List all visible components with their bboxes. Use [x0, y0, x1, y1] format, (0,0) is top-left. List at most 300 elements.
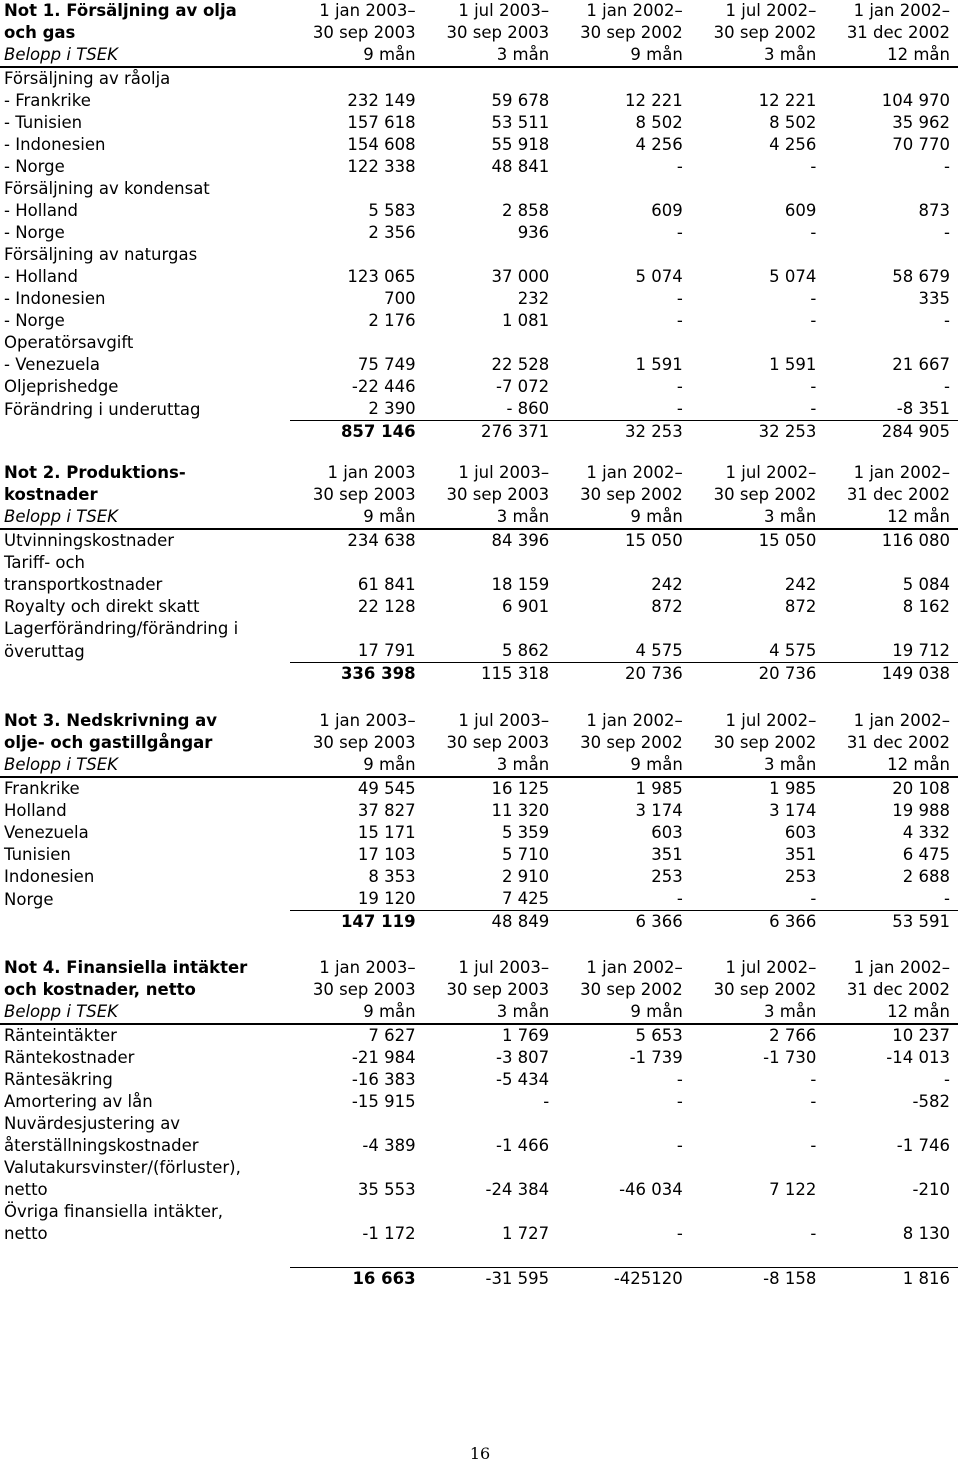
cell-value: 872 — [651, 597, 683, 616]
row-label: - Norge — [4, 311, 65, 330]
cell-value: - — [810, 311, 817, 330]
cell-value: 2 910 — [501, 867, 550, 886]
row-label: netto — [4, 1224, 48, 1243]
row-label: Försäljning av kondensat — [4, 179, 210, 198]
table-row — [0, 310, 958, 332]
row-label: återställningskostnader — [4, 1136, 199, 1155]
row-label: - Norge — [4, 223, 65, 242]
cell-value — [824, 244, 958, 266]
period-header: 12 mån — [824, 506, 958, 529]
period-header: 1 jul 2003– — [458, 711, 550, 730]
row-label: transportkostnader — [4, 575, 163, 594]
row-label: Royalty och direkt skatt — [4, 597, 200, 616]
row-label: Försäljning av naturgas — [4, 245, 198, 264]
period-header: 30 sep 2002 — [713, 485, 817, 504]
row-label: Tariff- och — [4, 553, 86, 572]
page-number: 16 — [469, 1444, 491, 1463]
note-1-sales — [0, 0, 960, 443]
period-header: 3 mån — [691, 506, 825, 529]
cell-value: - — [944, 889, 950, 908]
table-row — [0, 1179, 958, 1201]
cell-value: 7 122 — [769, 1180, 817, 1199]
period-header: 1 jan 2003– — [319, 1, 416, 20]
total-row — [0, 663, 958, 686]
cell-value: 48 841 — [491, 157, 550, 176]
note-title: kostnader — [4, 485, 98, 504]
period-header: 30 sep 2003 — [312, 733, 416, 752]
table-row — [0, 800, 958, 822]
cell-value: 123 065 — [347, 267, 416, 286]
table-row — [0, 90, 958, 112]
cell-value — [557, 552, 691, 574]
table-row — [0, 574, 958, 596]
cell-value: 7 627 — [368, 1026, 416, 1045]
cell-value — [824, 552, 958, 574]
cell-value — [824, 67, 958, 90]
row-label: Holland — [4, 801, 67, 820]
cell-value — [290, 1113, 424, 1135]
total-value: 336 398 — [290, 663, 424, 686]
cell-value — [424, 552, 558, 574]
total-value: 284 905 — [824, 421, 958, 444]
cell-value — [557, 67, 691, 90]
table-row — [0, 134, 958, 156]
period-header: 1 jul 2002– — [725, 958, 817, 977]
cell-value — [557, 1157, 691, 1179]
cell-value: 4 575 — [769, 641, 817, 660]
period-header: 30 sep 2003 — [312, 980, 416, 999]
row-label: Norge — [4, 889, 54, 909]
note-table — [0, 957, 958, 1290]
cell-value: -1 739 — [629, 1048, 683, 1067]
row-label: - Indonesien — [4, 289, 106, 308]
table-row — [0, 822, 958, 844]
cell-value — [691, 178, 825, 200]
row-label: Oljeprishedge — [4, 377, 119, 396]
cell-value: - — [810, 889, 817, 908]
row-label: Operatörsavgift — [4, 333, 134, 352]
cell-value: 22 528 — [491, 355, 550, 374]
period-header: 30 sep 2003 — [312, 485, 416, 504]
cell-value — [691, 1113, 825, 1135]
row-label: Frankrike — [4, 779, 80, 798]
cell-value — [824, 618, 958, 640]
period-header: 31 dec 2002 — [846, 23, 950, 42]
period-header: 3 mån — [691, 44, 825, 67]
row-label: - Frankrike — [4, 91, 91, 110]
cell-value: -14 013 — [886, 1048, 950, 1067]
row-label: netto — [4, 1180, 48, 1199]
header-row — [0, 732, 958, 754]
cell-value: 7 425 — [501, 889, 550, 908]
header-row — [0, 1001, 958, 1024]
row-label: Räntekostnader — [4, 1048, 135, 1067]
cell-value: - — [676, 1092, 683, 1111]
cell-value: -1 730 — [763, 1048, 817, 1067]
cell-value — [691, 1201, 825, 1223]
cell-value: 154 608 — [347, 135, 416, 154]
table-row — [0, 618, 958, 640]
cell-value: 104 970 — [881, 91, 950, 110]
note-title: Not 3. Nedskrivning av — [4, 711, 218, 730]
cell-value: 12 221 — [625, 91, 683, 110]
cell-value: 5 074 — [635, 267, 683, 286]
cell-value: 18 159 — [491, 575, 550, 594]
table-row — [0, 266, 958, 288]
header-row — [0, 484, 958, 506]
cell-value: - — [944, 311, 950, 330]
row-label: Utvinningskostnader — [4, 531, 175, 550]
cell-value: - — [676, 889, 683, 908]
period-header: 30 sep 2002 — [713, 733, 817, 752]
row-label: - Holland — [4, 201, 78, 220]
cell-value: -22 446 — [351, 377, 416, 396]
header-row — [0, 22, 958, 44]
row-label: Tunisien — [4, 845, 71, 864]
total-value: 857 146 — [290, 421, 424, 444]
note-4-financial-items — [0, 957, 960, 1290]
cell-value: 1 769 — [501, 1026, 550, 1045]
period-header: 9 mån — [290, 506, 424, 529]
cell-value — [424, 178, 558, 200]
header-row — [0, 979, 958, 1001]
header-row — [0, 710, 958, 732]
cell-value: 234 638 — [347, 531, 416, 550]
cell-value — [691, 1245, 825, 1268]
table-row — [0, 777, 958, 800]
cell-value: 84 396 — [491, 531, 550, 550]
cell-value: -15 915 — [351, 1092, 416, 1111]
cell-value: 5 359 — [501, 823, 550, 842]
cell-value: 253 — [651, 867, 683, 886]
period-header: 1 jan 2002– — [586, 1, 683, 20]
period-header: 1 jan 2002– — [586, 463, 683, 482]
table-row — [0, 398, 958, 421]
cell-value — [424, 1201, 558, 1223]
cell-value: 2 356 — [368, 223, 416, 242]
period-header: 30 sep 2003 — [446, 23, 550, 42]
cell-value — [824, 178, 958, 200]
cell-value: 58 679 — [892, 267, 950, 286]
table-row — [0, 1223, 958, 1245]
cell-value: 55 918 — [491, 135, 550, 154]
total-value: 276 371 — [424, 421, 558, 444]
cell-value: -5 434 — [495, 1070, 550, 1089]
period-header: 1 jul 2003– — [458, 1, 550, 20]
total-value: 16 663 — [290, 1268, 424, 1291]
cell-value: - — [810, 1070, 817, 1089]
period-header: 31 dec 2002 — [846, 980, 950, 999]
cell-value: 15 050 — [625, 531, 683, 550]
unit-label: Belopp i TSEK — [0, 44, 290, 67]
period-header: 30 sep 2003 — [446, 980, 550, 999]
cell-value: 5 084 — [902, 575, 950, 594]
cell-value: 8 130 — [902, 1224, 950, 1243]
table-row — [0, 1047, 958, 1069]
cell-value: 4 332 — [902, 823, 950, 842]
table-row — [0, 844, 958, 866]
table-row — [0, 552, 958, 574]
cell-value: 242 — [651, 575, 683, 594]
cell-value: -16 383 — [351, 1070, 416, 1089]
note-title: Not 4. Finansiella intäkter — [4, 958, 248, 977]
cell-value: - — [944, 157, 950, 176]
cell-value: 4 575 — [635, 641, 683, 660]
cell-value: 603 — [784, 823, 817, 842]
header-row — [0, 754, 958, 777]
cell-value: 157 618 — [347, 113, 416, 132]
cell-value: 1 591 — [769, 355, 817, 374]
table-row — [0, 178, 958, 200]
cell-value: 335 — [918, 289, 950, 308]
row-label: - Norge — [4, 157, 65, 176]
cell-value: 12 221 — [758, 91, 817, 110]
cell-value: 253 — [784, 867, 817, 886]
cell-value: 5 074 — [769, 267, 817, 286]
header-row — [0, 506, 958, 529]
period-header: 1 jan 2002– — [853, 711, 950, 730]
cell-value: 15 050 — [758, 531, 817, 550]
row-label: - Holland — [4, 267, 78, 286]
cell-value — [691, 618, 825, 640]
cell-value: 70 770 — [892, 135, 950, 154]
period-header: 3 mån — [424, 1001, 558, 1024]
period-header: 12 mån — [824, 754, 958, 777]
total-label-empty — [0, 911, 290, 934]
period-header: 3 mån — [424, 754, 558, 777]
period-header: 1 jul 2003– — [458, 463, 550, 482]
cell-value: 49 545 — [357, 779, 416, 798]
row-label: Nuvärdesjustering av — [4, 1114, 181, 1133]
cell-value: 2 688 — [902, 867, 950, 886]
cell-value: 3 174 — [769, 801, 817, 820]
period-header: 9 mån — [557, 1001, 691, 1024]
cell-value: 16 125 — [491, 779, 550, 798]
cell-value: 2 390 — [368, 399, 416, 418]
period-header: 3 mån — [424, 506, 558, 529]
row-label: överuttag — [4, 641, 85, 661]
cell-value: - — [944, 1070, 950, 1089]
header-row — [0, 0, 958, 22]
cell-value: 122 338 — [347, 157, 416, 176]
total-value: -425120 — [557, 1268, 691, 1291]
period-header: 30 sep 2003 — [312, 23, 416, 42]
row-label: Valutakursvinster/(förluster), — [4, 1158, 241, 1177]
cell-value — [557, 1201, 691, 1223]
cell-value — [424, 1157, 558, 1179]
cell-value: 3 174 — [635, 801, 683, 820]
total-label-empty — [0, 663, 290, 686]
note-title: Not 1. Försäljning av olja — [4, 1, 237, 20]
period-header: 30 sep 2002 — [580, 23, 683, 42]
cell-value: -210 — [912, 1180, 950, 1199]
cell-value: 5 653 — [635, 1026, 683, 1045]
cell-value: 59 678 — [491, 91, 550, 110]
cell-value — [290, 178, 424, 200]
period-header: 1 jan 2003– — [319, 958, 416, 977]
cell-value — [290, 67, 424, 90]
cell-value: 872 — [784, 597, 817, 616]
cell-value: 10 237 — [892, 1026, 950, 1045]
period-header: 30 sep 2002 — [580, 980, 683, 999]
table-row — [0, 244, 958, 266]
cell-value: 8 353 — [368, 867, 416, 886]
cell-value: 232 — [517, 289, 550, 308]
cell-value — [557, 1245, 691, 1268]
cell-value: 609 — [651, 201, 683, 220]
cell-value: -4 389 — [362, 1136, 416, 1155]
period-header: 9 mån — [557, 754, 691, 777]
total-value: -8 158 — [691, 1268, 825, 1291]
row-label: - Venezuela — [4, 355, 100, 374]
cell-value: 17 791 — [357, 641, 416, 660]
total-value: 53 591 — [824, 911, 958, 934]
cell-value: - — [810, 289, 817, 308]
cell-value: - — [810, 1092, 817, 1111]
cell-value: - — [810, 1136, 817, 1155]
total-value: 32 253 — [691, 421, 825, 444]
cell-value: - — [810, 223, 817, 242]
table-row — [0, 640, 958, 663]
total-value: -31 595 — [424, 1268, 558, 1291]
cell-value: -7 072 — [495, 377, 550, 396]
cell-value: 2 858 — [501, 201, 550, 220]
total-value: 6 366 — [557, 911, 691, 934]
unit-label: Belopp i TSEK — [0, 1001, 290, 1024]
period-header: 1 jan 2003 — [327, 463, 416, 482]
cell-value — [290, 1245, 424, 1268]
header-row — [0, 44, 958, 67]
table-row — [0, 1135, 958, 1157]
total-value: 149 038 — [824, 663, 958, 686]
cell-value: - — [676, 1136, 683, 1155]
period-header: 1 jan 2002– — [853, 1, 950, 20]
cell-value: 936 — [517, 223, 550, 242]
cell-value: 19 988 — [892, 801, 950, 820]
cell-value: -1 172 — [362, 1224, 416, 1243]
table-row — [0, 222, 958, 244]
table-row — [0, 288, 958, 310]
table-row — [0, 1091, 958, 1113]
cell-value: 61 841 — [357, 575, 416, 594]
cell-value: 19 712 — [892, 641, 950, 660]
cell-value — [824, 332, 958, 354]
cell-value: - — [944, 377, 950, 396]
cell-value: - 860 — [506, 399, 550, 418]
cell-value — [691, 332, 825, 354]
cell-value: - — [810, 377, 817, 396]
cell-value: 22 128 — [357, 597, 416, 616]
period-header: 9 mån — [290, 1001, 424, 1024]
table-row — [0, 866, 958, 888]
cell-value: 37 827 — [357, 801, 416, 820]
cell-value: 1 081 — [501, 311, 550, 330]
cell-value: - — [944, 223, 950, 242]
cell-value: 6 475 — [902, 845, 950, 864]
period-header: 3 mån — [691, 754, 825, 777]
cell-value: 8 162 — [902, 597, 950, 616]
table-row — [0, 376, 958, 398]
cell-value: 19 120 — [357, 889, 416, 908]
cell-value — [290, 332, 424, 354]
row-label: Venezuela — [4, 823, 89, 842]
period-header: 30 sep 2002 — [713, 980, 817, 999]
cell-value: 15 171 — [357, 823, 416, 842]
cell-value: 351 — [784, 845, 817, 864]
note-3-impairment — [0, 710, 960, 933]
cell-value — [424, 244, 558, 266]
table-row — [0, 1201, 958, 1223]
cell-value — [691, 552, 825, 574]
row-label: Räntesäkring — [4, 1070, 113, 1089]
cell-value: - — [810, 157, 817, 176]
cell-value: 4 256 — [635, 135, 683, 154]
note-title: Not 2. Produktions- — [4, 463, 186, 482]
total-value: 20 736 — [691, 663, 825, 686]
period-header: 30 sep 2002 — [580, 733, 683, 752]
cell-value: 5 710 — [501, 845, 550, 864]
note-2-production-costs — [0, 462, 960, 685]
cell-value: - — [676, 1070, 683, 1089]
row-label: Lagerförändring/förändring i — [4, 619, 239, 638]
cell-value: - — [676, 399, 683, 418]
cell-value — [557, 244, 691, 266]
cell-value: 873 — [918, 201, 950, 220]
note-title: och gas — [4, 23, 76, 42]
cell-value — [424, 67, 558, 90]
cell-value: -3 807 — [495, 1048, 550, 1067]
period-header: 30 sep 2002 — [713, 23, 817, 42]
period-header: 1 jan 2002– — [853, 958, 950, 977]
unit-label: Belopp i TSEK — [0, 754, 290, 777]
cell-value: 1 591 — [635, 355, 683, 374]
table-row — [0, 332, 958, 354]
row-label: Övriga finansiella intäkter, — [4, 1202, 224, 1221]
period-header: 30 sep 2003 — [446, 733, 550, 752]
cell-value — [424, 1245, 558, 1268]
table-row — [0, 1024, 958, 1047]
cell-value: - — [676, 1224, 683, 1243]
cell-value — [290, 1157, 424, 1179]
period-header: 1 jul 2002– — [725, 711, 817, 730]
cell-value: 116 080 — [881, 531, 950, 550]
cell-value: 8 502 — [769, 113, 817, 132]
cell-value — [290, 552, 424, 574]
unit-label: Belopp i TSEK — [0, 506, 290, 529]
table-row — [0, 1157, 958, 1179]
table-row — [0, 529, 958, 552]
cell-value: - — [810, 399, 817, 418]
table-row — [0, 156, 958, 178]
cell-value — [424, 1113, 558, 1135]
period-header: 1 jul 2003– — [458, 958, 550, 977]
total-value: 32 253 — [557, 421, 691, 444]
cell-value: -21 984 — [351, 1048, 416, 1067]
period-header: 9 mån — [290, 754, 424, 777]
period-header: 3 mån — [691, 1001, 825, 1024]
cell-value: - — [676, 223, 683, 242]
cell-value: 1 985 — [769, 779, 817, 798]
period-header: 12 mån — [824, 44, 958, 67]
cell-value — [557, 332, 691, 354]
cell-value: 232 149 — [347, 91, 416, 110]
cell-value: 5 583 — [368, 201, 416, 220]
cell-value: 8 502 — [635, 113, 683, 132]
note-table — [0, 0, 958, 443]
cell-value — [691, 1157, 825, 1179]
cell-value: - — [676, 377, 683, 396]
cell-value — [824, 1157, 958, 1179]
